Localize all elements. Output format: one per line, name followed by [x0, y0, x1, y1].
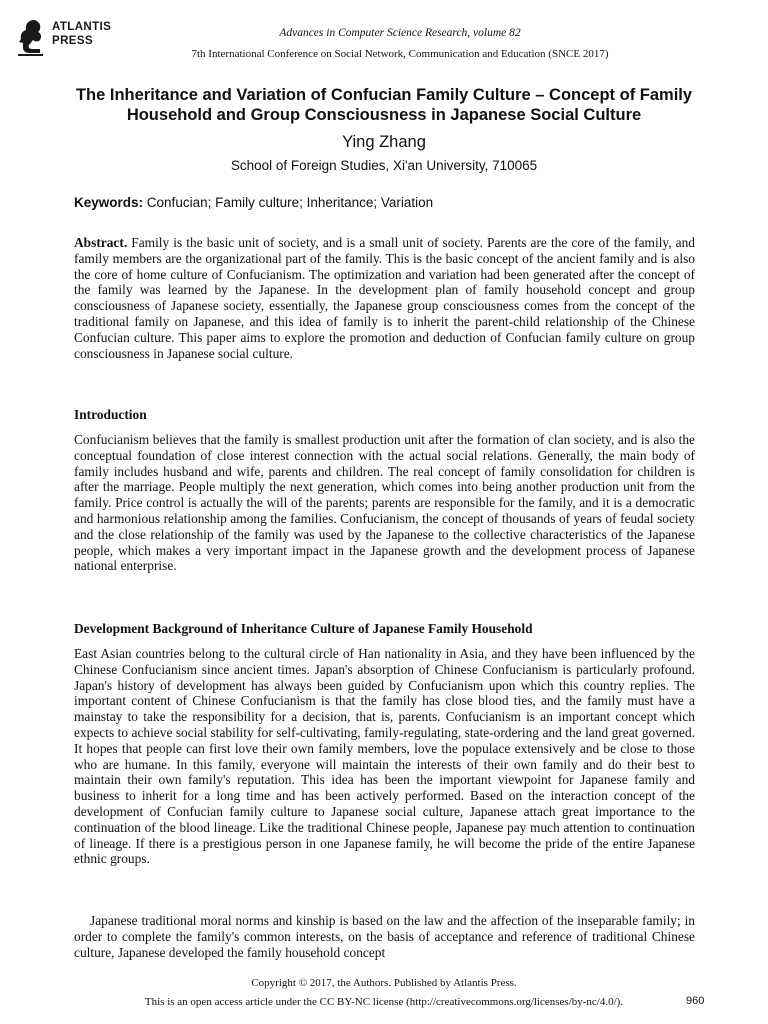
paragraph: East Asian countries belong to the cultural circle of Han nationality in Asia, and they have been influenced by the Chinese Confucianism since ancient times. Japan's absorption of Chinese Confucianism is particularly profound. Japan's history of development has always been guided by Confucianism upon which this country replies. The important content of Chinese Confucianism is that the family has close blood ties, and the family must have a mainstay to take the responsibility for a decision, that is, parents. Confucianism is an important concept which expects to achieve social stability for self-cultivating, family-regulating, state-ordering and the land great governed. It hopes that people can first love their own family members, love the populace extensively and be close to those who are humane. In this family, everyone will maintain the interests of their own family and do their best to maintain their own family's reputation. This idea has been the important viewpoint for Japanese family and business to inherit for a long time and has been actively performed. Based on the interaction concept of the development of Confucian family culture to Japanese social culture, Japanese attach great importance to the continuation of the blood lineage. Like the traditional Chinese people, Japanese pay much attention to continuation of lineage. If there is a prestigious person in one Japanese family, he will become the pride of the entire Japanese ethnic groups. — [74, 646, 695, 867]
author-name: Ying Zhang — [342, 133, 426, 151]
keywords-label: Keywords: — [74, 195, 144, 210]
section-heading-development-background: Development Background of Inheritance Culture of Japanese Family Household — [74, 621, 533, 636]
copyright-notice: Copyright © 2017, the Authors. Published by Atlantis Press. — [251, 977, 517, 989]
keywords-list: Confucian; Family culture; Inheritance; Variation — [146, 195, 434, 210]
logo-line1: ATLANTIS — [52, 21, 112, 33]
section-heading-introduction: Introduction — [74, 407, 147, 422]
paper-title: The Inheritance and Variation of Confucian Family Culture – Concept of Family Household and Group Consciousness in Japanese Social Culture — [75, 86, 693, 124]
page-number: 960 — [686, 995, 705, 1007]
logo-line2: PRESS — [52, 35, 93, 47]
paragraph: Japanese traditional moral norms and kinship is based on the law and the affection of the inseparable family; in order to complete the family's common interests, on the basis of acceptance and reference of traditional Chinese culture, Japanese developed the family household concept — [74, 913, 695, 960]
keywords — [74, 195, 698, 211]
license-notice: This is an open access article under the CC BY-NC license (http://creativecommons.org/licenses/by-nc/4.0/). — [144, 996, 624, 1008]
author-affiliation: School of Foreign Studies, Xi'an University, 710065 — [230, 158, 538, 173]
paragraph: Confucianism believes that the family is smallest production unit after the formation of clan society, and is also the conceptual foundation of close interest connection with the actual social relations. Generally, the main body of family includes husband and wife, parents and children. The real concept of family consolidation for children is after the marriage. People multiply the next generation, which comes into being another production unit from the family. Price control is actually the will of the parents; parents are responsible for the family, and it is a democratic and harmonious relationship among the families. Confucianism, the concept of thousands of years of feudal society and the close relationship of the family was used by the Japanese to the collective characteristics of the Japanese people, which makes a very important impact in the Japanese growth and the development process of Japanese national enterprise. — [74, 432, 695, 574]
abstract-text: Family is the basic unit of society, and is a small unit of society. Parents are the core of the family, and family members are the organizational part of the family. This is the basic concept of the ancient family and is also the core of home culture of Confucianism. The optimization and variation had been generated after the concept of the family was learned by the Japanese. In the development plan of family household concept and group consciousness of Japanese society, essentially, the Japanese group consciousness comes from the concept of the traditional family on Japanese, and this idea of family is to inherit the parent-child relationship of the Chinese Confucian culture. This paper aims to explore the promotion and deduction of Confucian family culture on group consciousness in Japanese social culture. — [74, 235, 695, 361]
abstract — [74, 235, 695, 361]
abstract-label: Abstract. — [74, 235, 128, 250]
thinker-icon — [16, 18, 46, 56]
journal-name: Advances in Computer Science Research, volume 82 — [279, 27, 521, 39]
conference-name: 7th International Conference on Social Network, Communication and Education (SNCE 2017) — [191, 48, 609, 60]
